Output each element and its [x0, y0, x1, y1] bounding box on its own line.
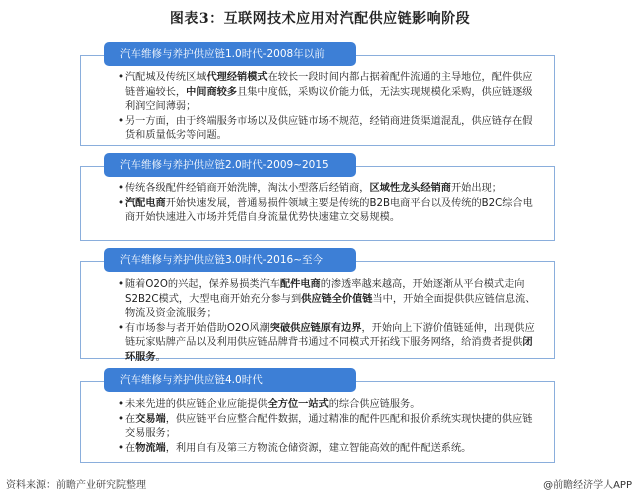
stage-header-2: 汽车维修与养护供应链2.0时代-2009~2015: [104, 153, 356, 177]
bullet-item: [118, 398, 538, 413]
bullet-item: [118, 115, 538, 144]
bullet-item: [118, 197, 538, 226]
emphasis-text: 区域性龙头经销商: [369, 183, 451, 194]
body-text: 的综合供应链服务。: [328, 399, 421, 410]
figure-title: 图表3：互联网技术应用对汽配供应链影响阶段: [169, 11, 471, 27]
emphasis-text: 物流端: [135, 442, 166, 454]
body-text: 在较长一段时间内都占据着配件流通的主导地位，配件供应链普遍较长，: [125, 72, 533, 98]
bullet-item: [118, 71, 538, 115]
stage-content-3: [118, 278, 538, 366]
stage-content-1: [118, 71, 538, 144]
body-text: ，利用自有及第三方物流仓储资源，建立智能高效的配件配送系统。: [165, 442, 472, 454]
stage-content-4: [118, 398, 538, 456]
body-text: 。: [155, 351, 166, 363]
body-text: 在: [125, 413, 136, 425]
body-text: 且集中度低，采购议价能力低，无法实现规模化采购，供应链逐级利润空间薄弱；: [125, 86, 533, 113]
body-text: 随着O2O的兴起，保养易损类汽车: [125, 279, 280, 290]
body-text: 开始出现；: [451, 183, 502, 194]
body-text: 传统各级配件经销商开始洗牌，淘汰小型落后经销商，: [125, 183, 370, 194]
bullet-item: [118, 322, 538, 366]
emphasis-text: 供应链全价值链: [301, 293, 373, 305]
emphasis-text: 配件电商: [279, 279, 321, 290]
emphasis-text: 汽配电商: [125, 197, 166, 209]
body-text: 在: [125, 442, 136, 454]
emphasis-text: 代理经销模式: [206, 72, 268, 83]
stage-header-3: 汽车维修与养护供应链3.0时代-2016~至今: [104, 248, 356, 272]
bullet-item: [118, 413, 538, 442]
body-text: 开始快速发展，普通易损件领域主要是传统的B2B电商平台以及传统的B2C综合电商开始快速进入市场并凭借自身流量优势快速建立交易规模。: [125, 197, 533, 224]
stage-header-4: 汽车维修与养护供应链4.0时代: [104, 368, 356, 392]
body-text: 未来先进的供应链企业应能提供: [125, 399, 268, 410]
body-text: 另一方面，由于终端服务市场以及供应链市场不规范，经销商进货渠道混乱，供应链存在假货和质量低劣等问题。: [125, 115, 533, 142]
body-text: 有市场参与者开始借助O2O风潮: [125, 322, 270, 334]
emphasis-text: 全方位一站式: [267, 399, 329, 410]
body-text: 的渗透率越来越高，开始逐渐从平台模式走向S2B2C模式，大型电商开始充分参与到: [125, 279, 525, 305]
body-text: ，供应链平台应整合配件数据，通过精准的配件匹配和报价系统实现快捷的供应链交易服务；: [125, 413, 533, 440]
emphasis-text: 中间商较多: [186, 86, 238, 98]
bullet-item: [118, 442, 538, 457]
bullet-item: [118, 278, 538, 322]
emphasis-text: 交易端: [135, 413, 166, 425]
stage-content-2: [118, 182, 538, 226]
body-text: ，开始向上下游价值链延伸，出现供应链玩家贴牌产品以及利用供应链品牌背书通过不同模式开拓线下服务网络，给消费者提供: [125, 322, 535, 349]
emphasis-text: 突破供应链原有边界: [269, 322, 362, 334]
emphasis-text: 闭环服务: [125, 337, 533, 363]
bullet-item: [118, 182, 538, 197]
body-text: 汽配城及传统区域: [125, 72, 207, 83]
source-note: 资料来源：前瞻产业研究院整理: [6, 480, 146, 491]
body-text: 当中，开始全面提供供应链信息流、物流及资金流服务；: [125, 293, 536, 320]
stage-header-1: 汽车维修与养护供应链1.0时代-2008年以前: [104, 42, 356, 66]
credit-note: @前瞻经济学人APP: [543, 480, 632, 491]
